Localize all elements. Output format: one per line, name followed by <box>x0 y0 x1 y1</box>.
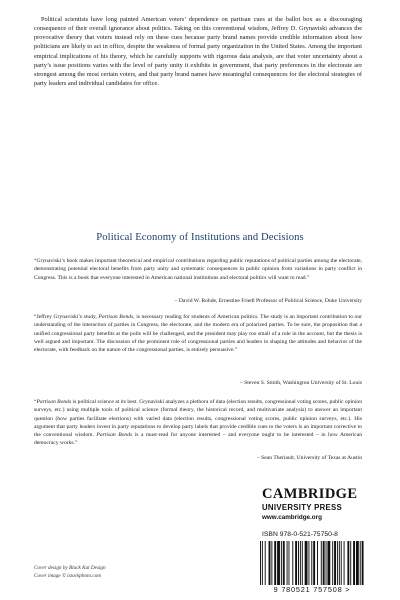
isbn-label: ISBN 978-0-521-75750-8 <box>262 531 338 538</box>
cover-credits <box>34 564 106 581</box>
review-attribution-1: – David W. Rohde, Ernestine Friedl Professor of Political Science, Duke University <box>174 298 362 304</box>
barcode-digits: 9 780521 757508 > <box>273 585 351 594</box>
review-attribution-3: – Sean Theriault, University of Texas at Austin <box>256 455 362 461</box>
publisher-subname: UNIVERSITY PRESS <box>262 503 343 512</box>
cover-design-credit: Cover design by Black Kat Design <box>34 565 106 571</box>
book-title-italic: Partisan Bonds <box>36 399 72 405</box>
review-quote-2: “Jeffrey Grynaviski’s study, Partisan Bonds, is necessary reading for students of American politics. The study is an important contribution to our understanding of the interaction of parties in Congress, the electorate, and the modern era of polarized parties. To be sure, the proposition that a unified congressional party benefits at the polls will be challenged, and the president may play too small of a role in the account, but the thesis is well argued and important. The discussion of the prominent role of congressional parties and leaders in shaping the attitudes and behavior of the electorate, with feedback on the nature of the congressional parties, is entirely persuasive.” <box>34 314 362 354</box>
book-title-italic: Partisan Bonds <box>98 314 134 320</box>
publisher-logo: CAMBRIDGE <box>262 486 358 502</box>
barcode-icon <box>258 541 366 585</box>
review-attribution-2: – Steven S. Smith, Washington University of St. Louis <box>239 380 362 386</box>
review-quote-3: “Partisan Bonds is political science at its best. Grynaviski analyzes a plethora of data (election results, congressional voting scores, public opinion surveys, etc.) using multiple tools of political science (formal theory, the historical record, and multivariate analysis) to answer an important question (how parties facilitate elections) with varied data (election results, congressional voting scores, public opinion surveys, etc.). His argument that party leaders invest in party reputations to develop party labels that provide credible cues to the voters is an important corrective to the conventional wisdom. Partisan Bonds is a must-read for anyone interested – and everyone ought to be interested – in how American democracy works.” <box>34 399 362 447</box>
publisher-url: www.cambridge.org <box>262 514 322 521</box>
series-title: Political Economy of Institutions and Decisions <box>96 232 304 243</box>
book-description: Political scientists have long painted American voters’ dependence on partisan cues at the ballot box as a discouraging consequence of their overall ignorance about politics. Taking on this conventional wisdom, Jeffrey D. Grynaviski advances the provocative theory that voters instead rely on these cues because party brand names provide credible information about how politicians are likely to act in office, despite the weakness of formal party organization in the United States. Among the important empirical implications of his theory, which he carefully supports with rigorous data analysis, are that voter uncertainty about a party’s issue positions varies with the level of party unity it exhibits in government, that party preferences in the electorate are strongest among the most certain voters, and that party brand names have meaningful consequences for the electoral strategies of party leaders and individual candidates for office. <box>34 16 362 88</box>
cover-image-credit: Cover image © istockphoto.com <box>34 573 102 580</box>
review-quote-1: “Grynaviski’s book makes important theoretical and empirical contributions regarding public reputations of political parties among the electorate, demonstrating potential electoral benefits from party unity and systematic consequences in public opinion from variations in party conflict in Congress. This is a book that everyone interested in American national institutions and electoral politics will want to read.” <box>34 258 362 281</box>
book-title-italic: Partisan Bonds <box>96 432 133 439</box>
